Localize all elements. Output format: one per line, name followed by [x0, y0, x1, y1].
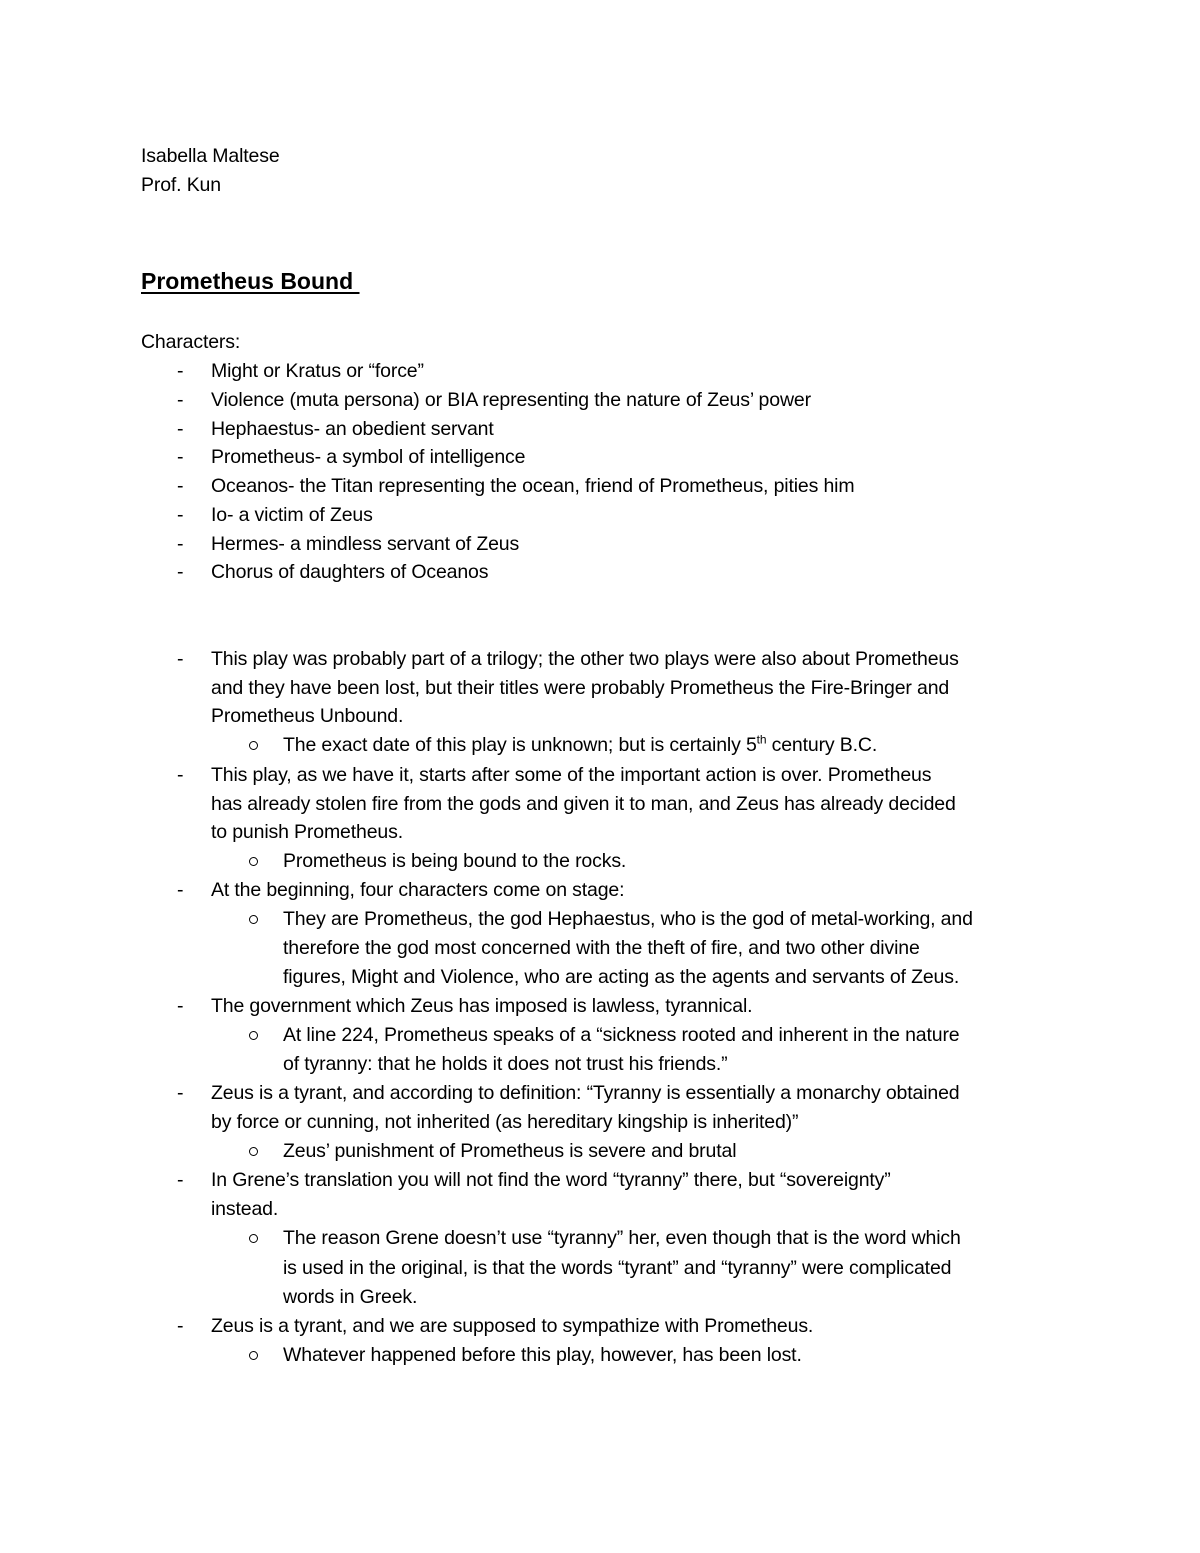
sub-bullet-circle: [249, 915, 258, 924]
bullet-dash: -: [177, 475, 184, 497]
sub-note-line: is used in the original, is that the words “tyrant” and “tyranny” were complicated: [283, 1257, 952, 1279]
sub-note-line: figures, Might and Violence, who are acting as the agents and servants of Zeus.: [283, 966, 960, 988]
character-item: Hermes- a mindless servant of Zeus: [211, 533, 520, 555]
bullet-dash: -: [177, 1169, 184, 1191]
bullet-dash: -: [177, 446, 184, 468]
character-item: Hephaestus- an obedient servant: [211, 418, 494, 440]
bullet-dash: -: [177, 561, 184, 583]
character-item: Chorus of daughters of Oceanos: [211, 561, 489, 583]
character-item: Oceanos- the Titan representing the ocean, friend of Prometheus, pities him: [211, 475, 855, 497]
document-title: Prometheus Bound: [141, 268, 360, 294]
note-line: This play was probably part of a trilogy; the other two plays were also about Prometheus: [211, 648, 959, 670]
note-line: Prometheus Unbound.: [211, 705, 404, 727]
sub-bullet-circle: [249, 1147, 258, 1156]
note-line: and they have been lost, but their titles were probably Prometheus the Fire-Bringer and: [211, 677, 950, 699]
sub-note-line: Zeus’ punishment of Prometheus is severe and brutal: [283, 1140, 737, 1162]
note-line: This play, as we have it, starts after some of the important action is over. Prometheus: [211, 764, 932, 786]
bullet-dash: -: [177, 879, 184, 901]
character-item: Might or Kratus or “force”: [211, 360, 424, 382]
bullet-dash: -: [177, 764, 184, 786]
bullet-dash: -: [177, 418, 184, 440]
bullet-dash: -: [177, 995, 184, 1017]
bullet-dash: -: [177, 1082, 184, 1104]
note-line: by force or cunning, not inherited (as hereditary kingship is inherited)”: [211, 1111, 799, 1133]
sub-note-line: of tyranny: that he holds it does not trust his friends.”: [283, 1053, 728, 1075]
characters-heading: Characters:: [141, 331, 241, 353]
sub-bullet-circle: [249, 741, 258, 750]
character-item: Prometheus- a symbol of intelligence: [211, 446, 526, 468]
bullet-dash: -: [177, 360, 184, 382]
sub-note-line: Prometheus is being bound to the rocks.: [283, 850, 627, 872]
bullet-dash: -: [177, 504, 184, 526]
bullet-dash: -: [177, 648, 184, 670]
professor-name: Prof. Kun: [141, 174, 221, 196]
sub-bullet-circle: [249, 857, 258, 866]
superscript: th: [756, 732, 767, 747]
author-name: Isabella Maltese: [141, 145, 280, 167]
sub-bullet-circle: [249, 1031, 258, 1040]
note-line: In Grene’s translation you will not find the word “tyranny” there, but “sovereignty”: [211, 1169, 891, 1191]
sub-bullet-circle: [249, 1351, 258, 1360]
sub-note-line: words in Greek.: [283, 1286, 418, 1308]
note-line: instead.: [211, 1198, 279, 1220]
sub-note-line: Whatever happened before this play, however, has been lost.: [283, 1344, 802, 1366]
note-line: Zeus is a tyrant, and according to definition: “Tyranny is essentially a monarchy obtained: [211, 1082, 960, 1104]
note-line: to punish Prometheus.: [211, 821, 403, 843]
sub-bullet-circle: [249, 1234, 258, 1243]
character-item: Violence (muta persona) or BIA representing the nature of Zeus’ power: [211, 389, 811, 411]
note-line: has already stolen fire from the gods and given it to man, and Zeus has already decided: [211, 793, 956, 815]
character-item: Io- a victim of Zeus: [211, 504, 373, 526]
note-line: Zeus is a tyrant, and we are supposed to sympathize with Prometheus.: [211, 1315, 814, 1337]
sub-note-line: The reason Grene doesn’t use “tyranny” her, even though that is the word which: [283, 1227, 961, 1249]
note-line: The government which Zeus has imposed is lawless, tyrannical.: [211, 995, 753, 1017]
sub-note-line: therefore the god most concerned with the theft of fire, and two other divine: [283, 937, 920, 959]
sub-note-line: At line 224, Prometheus speaks of a “sickness rooted and inherent in the nature: [283, 1024, 960, 1046]
bullet-dash: -: [177, 533, 184, 555]
sub-note-line: They are Prometheus, the god Hephaestus, who is the god of metal-working, and: [283, 908, 973, 930]
bullet-dash: -: [177, 389, 184, 411]
sub-note-line: The exact date of this play is unknown; but is certainly 5th century B.C.: [283, 732, 878, 756]
note-line: At the beginning, four characters come on stage:: [211, 879, 625, 901]
bullet-dash: -: [177, 1315, 184, 1337]
